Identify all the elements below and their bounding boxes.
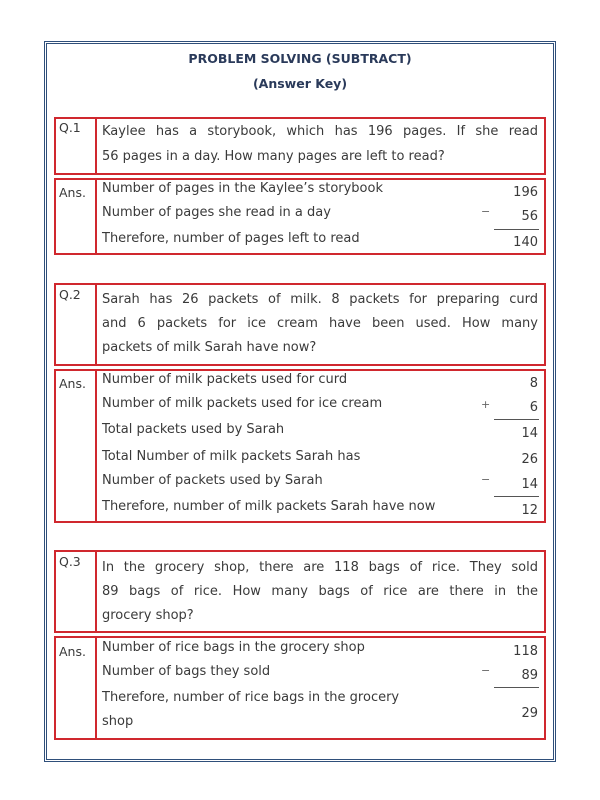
q3-question-line-2: 89 bags of rice. How many bags of rice are there in the — [102, 584, 538, 599]
q1-row-2-value: 56 — [521, 209, 538, 224]
q1-sum-rule — [494, 229, 539, 230]
q2-row-1-text: Number of milk packets used for curd — [102, 372, 348, 387]
q1-row-3-text: Therefore, number of pages left to read — [102, 231, 360, 246]
q1-question-divider — [95, 117, 97, 175]
q3-question-divider — [95, 550, 97, 633]
q3-row-1-value: 118 — [513, 644, 538, 659]
worksheet-subtitle: (Answer Key) — [252, 76, 348, 91]
q2-row-2-text: Number of milk packets used for ice cream — [102, 396, 383, 411]
q1-ans-label: Ans. — [59, 185, 86, 200]
q2-sum-rule — [494, 419, 539, 420]
q1-row-2-text: Number of pages she read in a day — [102, 205, 331, 220]
q1-answer-divider — [95, 178, 97, 255]
q2-row-3-value: 14 — [521, 426, 538, 441]
minus-sign: − — [481, 473, 491, 486]
q1-row-3-value: 140 — [513, 235, 538, 250]
q1-label: Q.1 — [59, 120, 81, 135]
q2-row-4-text: Total Number of milk packets Sarah has — [102, 449, 361, 464]
q2-row-2-value: 6 — [529, 400, 538, 415]
worksheet-title: PROBLEM SOLVING (SUBTRACT) — [188, 51, 412, 66]
q2-row-6-text: Therefore, number of milk packets Sarah have now — [102, 499, 436, 514]
q3-question-line-3: grocery shop? — [102, 608, 194, 623]
q2-label: Q.2 — [59, 287, 81, 302]
q3-row-3-text: Therefore, number of rice bags in the grocery — [102, 690, 400, 705]
q2-answer-divider — [95, 369, 97, 523]
q3-row-3-value: 29 — [521, 706, 538, 721]
q1-question-line-1: Kaylee has a storybook, which has 196 pages. If she read — [102, 124, 538, 139]
q3-row-1-text: Number of rice bags in the grocery shop — [102, 640, 365, 655]
q3-row-4-text: shop — [102, 714, 134, 729]
q2-question-line-2: and 6 packets for ice cream have been used. How many — [102, 316, 538, 331]
q1-question-line-2: 56 pages in a day. How many pages are left to read? — [102, 149, 445, 164]
q3-ans-label: Ans. — [59, 644, 86, 659]
q3-question-line-1: In the grocery shop, there are 118 bags of rice. They sold — [102, 560, 538, 575]
q3-row-2-text: Number of bags they sold — [102, 664, 271, 679]
q2-question-line-3: packets of milk Sarah have now? — [102, 340, 317, 355]
plus-sign: + — [481, 398, 491, 411]
q2-diff-rule — [494, 496, 539, 497]
q3-answer-divider — [95, 636, 97, 740]
q2-question-line-1: Sarah has 26 packets of milk. 8 packets for preparing curd — [102, 292, 538, 307]
q2-question-divider — [95, 283, 97, 366]
q3-diff-rule — [494, 687, 539, 688]
q2-row-4-value: 26 — [521, 452, 538, 467]
q1-row-1-value: 196 — [513, 185, 538, 200]
minus-sign: − — [481, 664, 491, 677]
q2-row-1-value: 8 — [529, 376, 538, 391]
q2-row-5-value: 14 — [521, 477, 538, 492]
minus-sign: − — [481, 205, 491, 218]
q2-ans-label: Ans. — [59, 376, 86, 391]
q3-row-2-value: 89 — [521, 668, 538, 683]
q2-row-5-text: Number of packets used by Sarah — [102, 473, 323, 488]
q3-label: Q.3 — [59, 554, 81, 569]
q2-row-6-value: 12 — [521, 503, 538, 518]
q2-row-3-text: Total packets used by Sarah — [102, 422, 285, 437]
q1-row-1-text: Number of pages in the Kaylee’s storybook — [102, 181, 383, 196]
